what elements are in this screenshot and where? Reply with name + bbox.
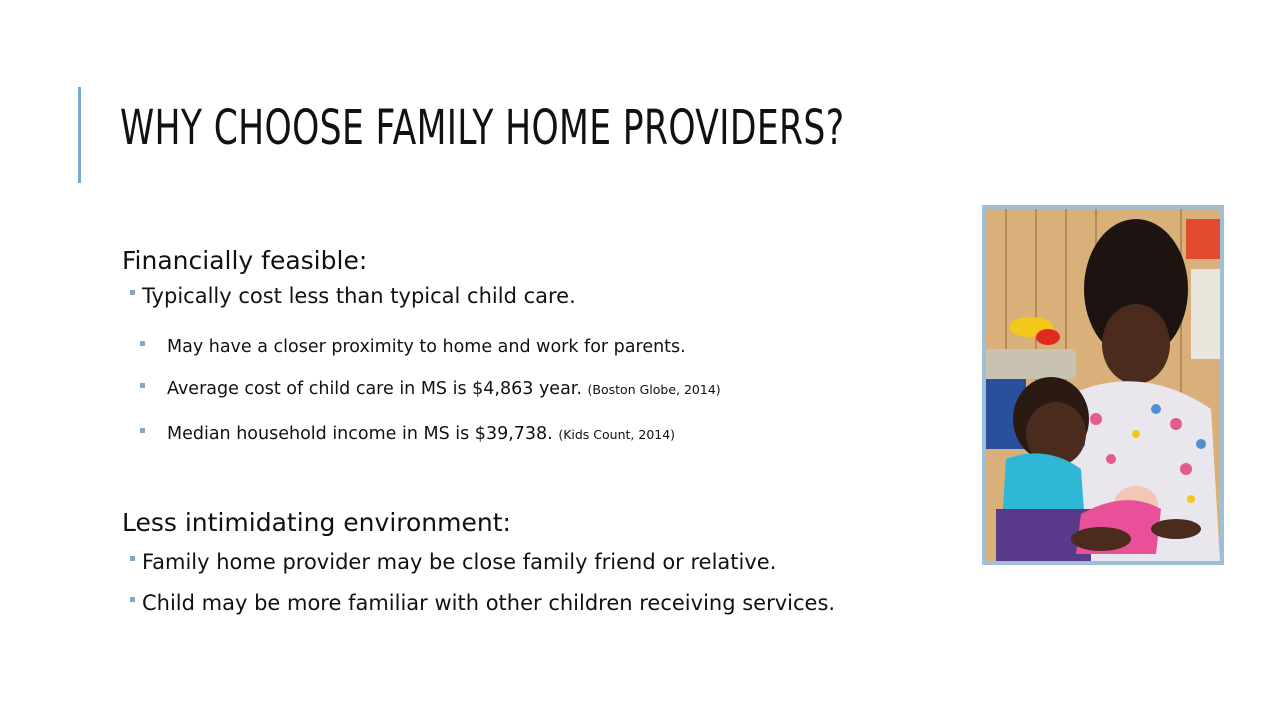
photo-illustration: [986, 209, 1220, 561]
slide-title: WHY CHOOSE FAMILY HOME PROVIDERS?: [120, 100, 845, 156]
bullet-cost-less: [130, 284, 576, 308]
sub-bullet-average-cost: [140, 379, 721, 399]
citation: (Kids Count, 2014): [558, 427, 676, 442]
citation: (Boston Globe, 2014): [587, 382, 721, 397]
section-heading-environment: Less intimidating environment:: [122, 508, 511, 537]
sub-bullet-median-income: [140, 424, 675, 444]
square-bullet-icon: [130, 597, 135, 602]
bullet-text: Family home provider may be close family friend or relative.: [142, 550, 777, 574]
bullet-family-friend: [130, 550, 776, 574]
square-bullet-icon: [130, 556, 135, 561]
square-bullet-icon: [140, 383, 145, 388]
title-accent-bar: [78, 87, 81, 183]
sub-bullet-proximity: [140, 337, 686, 357]
section-heading-financial: Financially feasible:: [122, 246, 368, 275]
sub-bullet-text: Average cost of child care in MS is $4,863 year.: [167, 379, 582, 399]
bullet-familiar-children: [130, 591, 835, 615]
photo-caregiver-with-children: [982, 205, 1224, 565]
bullet-text: Typically cost less than typical child care.: [142, 284, 576, 308]
sub-bullet-text: Median household income in MS is $39,738.: [167, 424, 553, 444]
bullet-text: Child may be more familiar with other children receiving services.: [142, 591, 836, 615]
sub-bullet-text: May have a closer proximity to home and work for parents.: [167, 337, 686, 357]
square-bullet-icon: [130, 290, 135, 295]
square-bullet-icon: [140, 341, 145, 346]
square-bullet-icon: [140, 428, 145, 433]
